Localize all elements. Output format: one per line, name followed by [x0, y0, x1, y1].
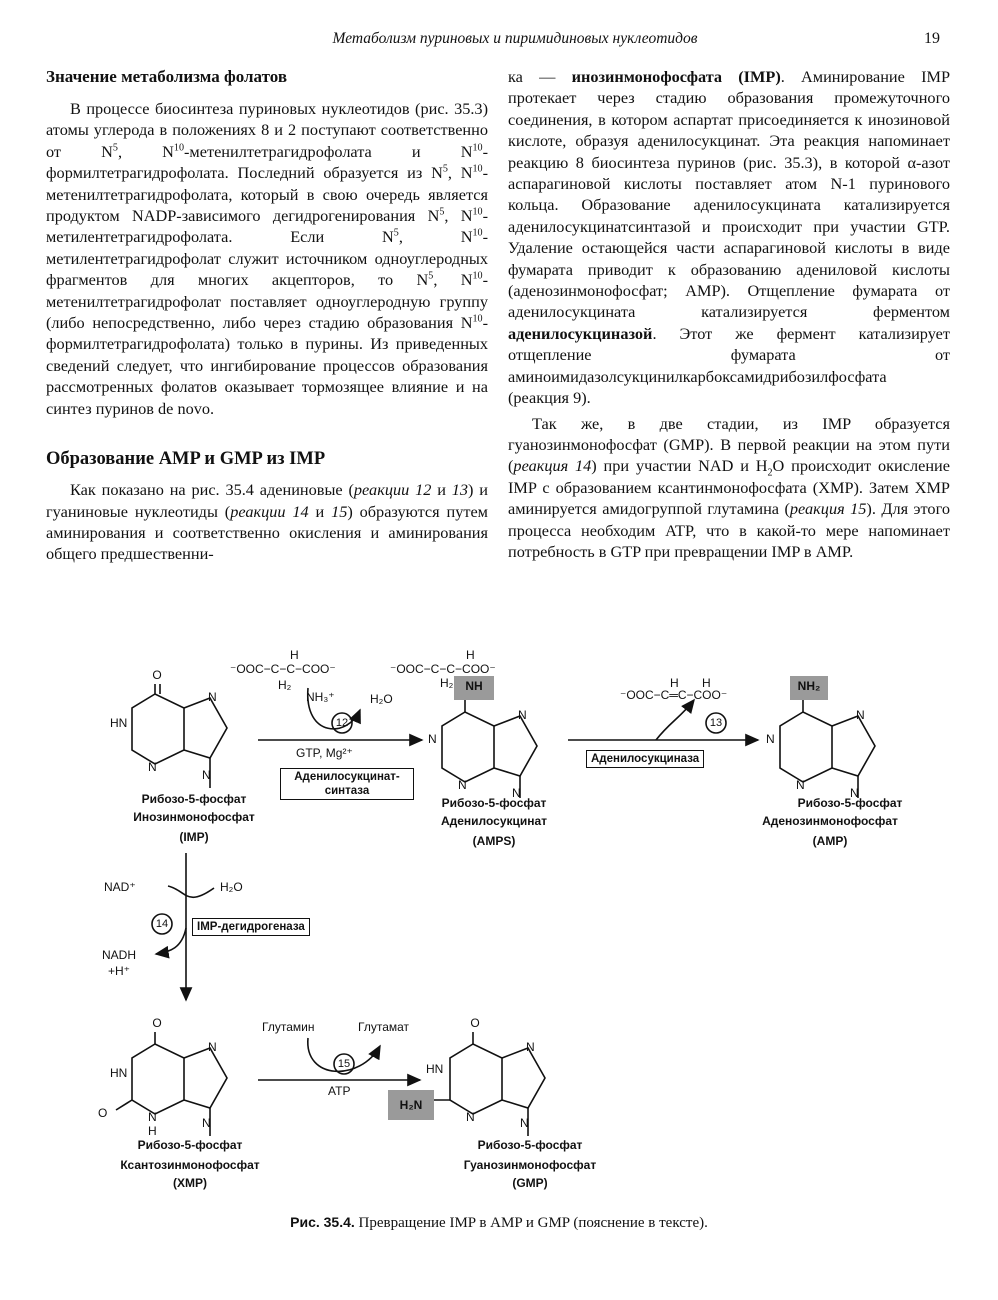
- imp-sugar: Рибозо-5-фосфат: [141, 792, 247, 806]
- enzyme-adenylosuccinase: Аденилосукциназа: [586, 750, 704, 768]
- xmp-abbr: (XMP): [173, 1176, 207, 1190]
- figure-caption-label: Рис. 35.4.: [290, 1214, 355, 1230]
- gmp-n3: N: [466, 1110, 475, 1124]
- step-number-14: 14: [155, 918, 169, 930]
- figure-caption: [0, 1214, 998, 1232]
- amps-n7: N: [518, 708, 527, 722]
- gmp-abbr: (GMP): [512, 1176, 548, 1190]
- xmp-n3: N: [148, 1110, 157, 1124]
- amp-n3: N: [796, 778, 805, 792]
- paragraph-gmp-formation: Так же, в две стадии, из IMP образуется гуанозинмонофосфат (GMP). В первой реакции на этом пути (реакция 14) при участии NAD и $H_2O$ происходит окисление IMP с образованием ксантинмонофосфата (XMP). Затем XMP аминируется амидогруппой глутамина (реакция 15). Для этого процесса необходим ATP, что в какой-то мере напоминает потребность в GTP при превращении IMP в AMP.: [508, 413, 950, 561]
- xmp-hn: HN: [110, 1066, 128, 1080]
- page-header: [0, 30, 998, 52]
- imp-n3: N: [148, 760, 157, 774]
- fumarate-h2: H: [702, 676, 711, 690]
- xmp-oxygen2: O: [98, 1106, 108, 1120]
- section-heading-folates: Значение метаболизма фолатов: [46, 67, 287, 86]
- water-out: H₂O: [370, 692, 393, 706]
- amp-sugar: Рибозо-5-фосфат: [797, 796, 903, 810]
- step-number-13: 13: [709, 717, 723, 729]
- glutamine-label: Глутамин: [262, 1020, 315, 1034]
- paragraph-folates: В процессе биосинтеза пуриновых нуклеотидов (рис. 35.3) атомы углерода в положениях 8 и 2 поступают соответственно от $N^5$, $N^{10}$-метенилтетрагидрофолата и $N^{10}$-формилтетрагидрофолата. Последний образуется из $N^5$, $N^{10}$-метенилтетрагидрофолата, который в свою очередь является продуктом NADP-зависимого дегидрогенирования $N^5$, $N^{10}$-метилентетрагидрофолата. Если $N^5$, $N^{10}$-метилентетрагидрофолат служит источником одноуглеродных фрагментов для многих акцепторов, то $N^5$, $N^{10}$-метенилтетрагидрофолат поставляет одноуглеродную группу (либо непосредственно, либо через стадию образования $N^{10}-формилтетрагидрофолата$) только в пурины. Из приведенных сведений следует, что ингибирование процессов образования рассмотренных фолатов оказывает тормозящее влияние и на синтез пуринов de novo.: [46, 99, 488, 418]
- aspartate-nh3: NH₃⁺: [306, 690, 335, 704]
- xmp-n7: N: [208, 1040, 217, 1054]
- enzyme-adenylosuccinate-synthase: Аденилосукцинат- синтаза: [280, 768, 414, 800]
- amps-name: Аденилосукцинат: [440, 814, 548, 828]
- imp-oxygen: O: [152, 668, 162, 682]
- fumarate-h1: H: [670, 676, 679, 690]
- aspartate-h2: H₂: [278, 678, 292, 692]
- aspartate-formula: ⁻OOC−C−C−COO⁻: [230, 662, 336, 676]
- amp-n1: N: [766, 732, 775, 746]
- atp-label: ATP: [328, 1084, 351, 1098]
- page-number: 19: [924, 30, 940, 47]
- amps-abbr: (AMPS): [472, 834, 516, 848]
- gmp-oxygen: O: [470, 1016, 480, 1030]
- step-number-15: 15: [337, 1058, 351, 1070]
- gmp-hn: HN: [426, 1062, 444, 1076]
- right-column: [508, 66, 950, 562]
- glutamate-label: Глутамат: [358, 1020, 410, 1034]
- xmp-name: Ксантозинмонофосфат: [120, 1158, 260, 1172]
- amps-side-chain: ⁻OOC−C−C−COO⁻: [390, 662, 496, 676]
- step-number-12: 12: [335, 717, 349, 729]
- imp-hn: HN: [110, 716, 128, 730]
- gmp-n7: N: [526, 1040, 535, 1054]
- amps-nh-highlight: NH: [454, 676, 494, 700]
- enzyme-imp-dehydrogenase: IMP-дегидрогеназа: [192, 918, 310, 936]
- amp-abbr: (AMP): [812, 834, 848, 848]
- figure-35-4: [90, 628, 950, 1218]
- imp-n9: N: [202, 768, 211, 782]
- paragraph-amp-gmp-intro: Как показано на рис. 35.4 адениновые (реакции 12 и 13) и гуаниновые нуклеотиды (реакции 14 и 15) образуются путем аминирования и соответственно окисления и аминирования общего предшественни-: [46, 480, 488, 564]
- xmp-sugar: Рибозо-5-фосфат: [137, 1138, 243, 1152]
- gmp-h2n-highlight: H₂N: [388, 1090, 434, 1120]
- amps-n9: N: [512, 786, 521, 800]
- imp-name: Инозинмонофосфат: [133, 810, 255, 824]
- amps-sugar: Рибозо-5-фосфат: [441, 796, 547, 810]
- running-title: Метаболизм пуриновых и пиримидиновых нуклеотидов: [332, 30, 698, 47]
- gtp-mg-label: GTP, Mg²⁺: [296, 746, 353, 760]
- amps-h: H: [466, 648, 475, 662]
- xmp-oxygen6: O: [152, 1016, 162, 1030]
- aspartate-h: H: [290, 648, 299, 662]
- water-in: H₂O: [220, 880, 243, 894]
- gmp-name: Гуанозинмонофосфат: [463, 1158, 597, 1172]
- nad-label: NAD⁺: [104, 880, 136, 894]
- amps-n1: N: [428, 732, 437, 746]
- hplus-label: +H⁺: [108, 964, 131, 978]
- amp-n7: N: [856, 708, 865, 722]
- gmp-n9: N: [520, 1116, 529, 1130]
- imp-n7: N: [208, 690, 217, 704]
- section-heading-amp-gmp: Образование AMP и GMP из IMP: [46, 449, 326, 470]
- paragraph-imp-amination: ка — инозинмонофосфата (IMP). Аминирование IMP протекает через стадию образования промежуточного соединения, в котором аспартат присоединяется к инозиновой кислоте, образуя аденилосукцинат. Эта реакция напоминает реакцию 8 биосинтеза пуринов (рис. 35.3), в которой α-азот аспарагиновой кислоты поставляет атом N-1 пуринового кольца. Образование аденилосукцината катализируется аденилосукцинатсинтазой и происходит при участии GTP. Удаление остающейся части аспарагиновой кислоты в виде фумарата приводит к образованию адениловой кислоты (аденозинмонофосфат; AMP). Отщепление фумарата от аденилосукцината катализируется ферментом аденилосукциназой. Этот же фермент катализирует отщепление фумарата от аминоимидазолсукцинилкарбоксамидрибозилфосфата (реакция 9).: [508, 67, 951, 408]
- amp-n9: N: [850, 786, 859, 800]
- amps-h2: H₂: [440, 676, 454, 690]
- figure-caption-text: Превращение IMP в AMP и GMP (пояснение в тексте).: [358, 1215, 708, 1231]
- amps-n3: N: [458, 778, 467, 792]
- amp-name: Аденозинмонофосфат: [762, 814, 898, 828]
- gmp-sugar: Рибозо-5-фосфат: [477, 1138, 583, 1152]
- xmp-h3: H: [148, 1124, 157, 1138]
- fumarate-formula: ⁻OOC−C═C−COO⁻: [620, 688, 728, 702]
- nadh-label: NADH: [102, 948, 137, 962]
- amp-nh2-highlight: NH₂: [790, 676, 828, 700]
- imp-abbr: (IMP): [179, 830, 209, 844]
- left-column: [46, 66, 488, 565]
- xmp-n9: N: [202, 1116, 211, 1130]
